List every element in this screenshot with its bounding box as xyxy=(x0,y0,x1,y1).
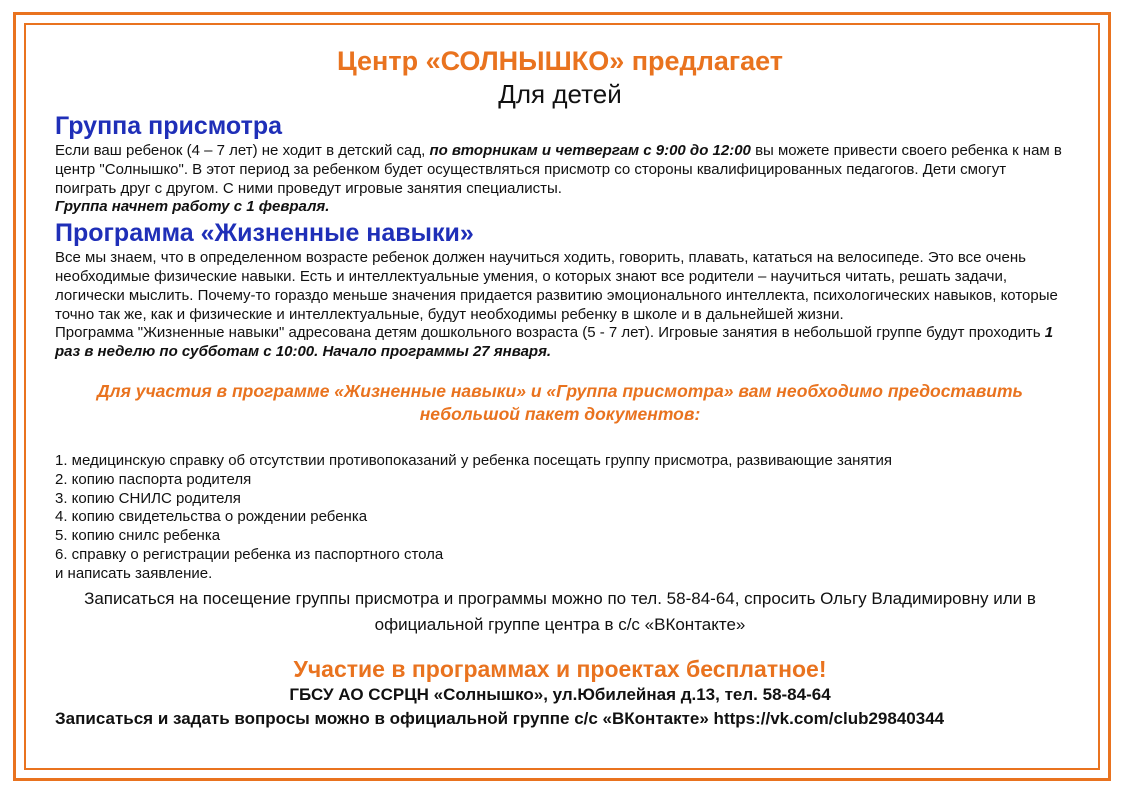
program-description: Все мы знаем, что в определенном возрасте ребенок должен научиться ходить, говорить, плавать, кататься на велосипеде. Это все очень необходимые физические навыки. Есть и интеллектуальные умения, о которых знают все родители – научиться читать, решать задачи, логически мыслить. Почему-то гораздо меньше значения придается развитию эмоционального интеллекта, психологических навыков, которые точно так же, как и физические и интеллектуальные, будут необходимы ребенку в школе и в дальнейшей жизни. xyxy=(55,249,1058,323)
page-title: Центр «СОЛНЫШКО» предлагает xyxy=(336,46,784,76)
program-schedule-paragraph xyxy=(55,324,1065,362)
document-item: и написать заявление. xyxy=(55,564,213,582)
free-participation-banner: Участие в программах и проектах бесплатное! xyxy=(293,655,827,682)
group-heading: Группа присмотра xyxy=(55,112,282,140)
document-item: 4. копию свидетельства о рождении ребенка xyxy=(55,508,368,526)
group-text-end: вы можете привести своего ребенка к нам в центр "Солнышко". В этот период за ребенком будет осуществляться присмотр со стороны квалифицированных педагогов. Дети смогут поиграть друг с другом. С ними проведут игровые занятия специалисты. xyxy=(55,142,1062,197)
contact-info: Записаться и задать вопросы можно в официальной группе с/с «ВКонтакте» https://vk.com/club29840344 xyxy=(55,708,945,728)
group-description xyxy=(55,142,1065,198)
program-schedule: 1 раз в неделю по субботам с 10:00. Начало программы 27 января. xyxy=(55,324,1054,361)
document-item: 1. медицинскую справку об отсутствии противопоказаний у ребенка посещать группу присмотра, развивающие занятия xyxy=(55,451,892,469)
documents-notice: Для участия в программе «Жизненные навыки» и «Группа присмотра» вам необходимо предоставить небольшой пакет документов: xyxy=(97,380,1023,424)
group-start-note: Группа начнет работу с 1 февраля. xyxy=(55,198,330,216)
group-text-start: Если ваш ребенок (4 – 7 лет) не ходит в детский сад, xyxy=(55,142,430,159)
program-heading: Программа «Жизненные навыки» xyxy=(55,219,474,248)
flyer-content xyxy=(55,44,1065,731)
program-text-start: Программа "Жизненные навыки" адресована детям дошкольного возраста (5 - 7 лет). Игровые занятия в небольшой группе будут проходить xyxy=(55,324,1045,342)
document-item: 5. копию снилс ребенка xyxy=(55,527,221,545)
organization-address: ГБСУ АО ССРЦН «Солнышко», ул.Юбилейная д.13, тел. 58-84-64 xyxy=(289,684,831,704)
document-item: 3. копию СНИЛС родителя xyxy=(55,489,241,507)
document-item: 2. копию паспорта родителя xyxy=(55,470,252,488)
page-subtitle: Для детей xyxy=(498,79,622,109)
document-item: 6. справку о регистрации ребенка из паспортного стола xyxy=(55,545,444,563)
signup-info: Записаться на посещение группы присмотра и программы можно по тел. 58-84-64, спросить Ольгу Владимировну или в официальной группе центра в с/с «ВКонтакте» xyxy=(84,588,1036,634)
documents-list xyxy=(55,452,1065,584)
group-schedule: по вторникам и четвергам с 9:00 до 12:00 xyxy=(429,142,751,159)
